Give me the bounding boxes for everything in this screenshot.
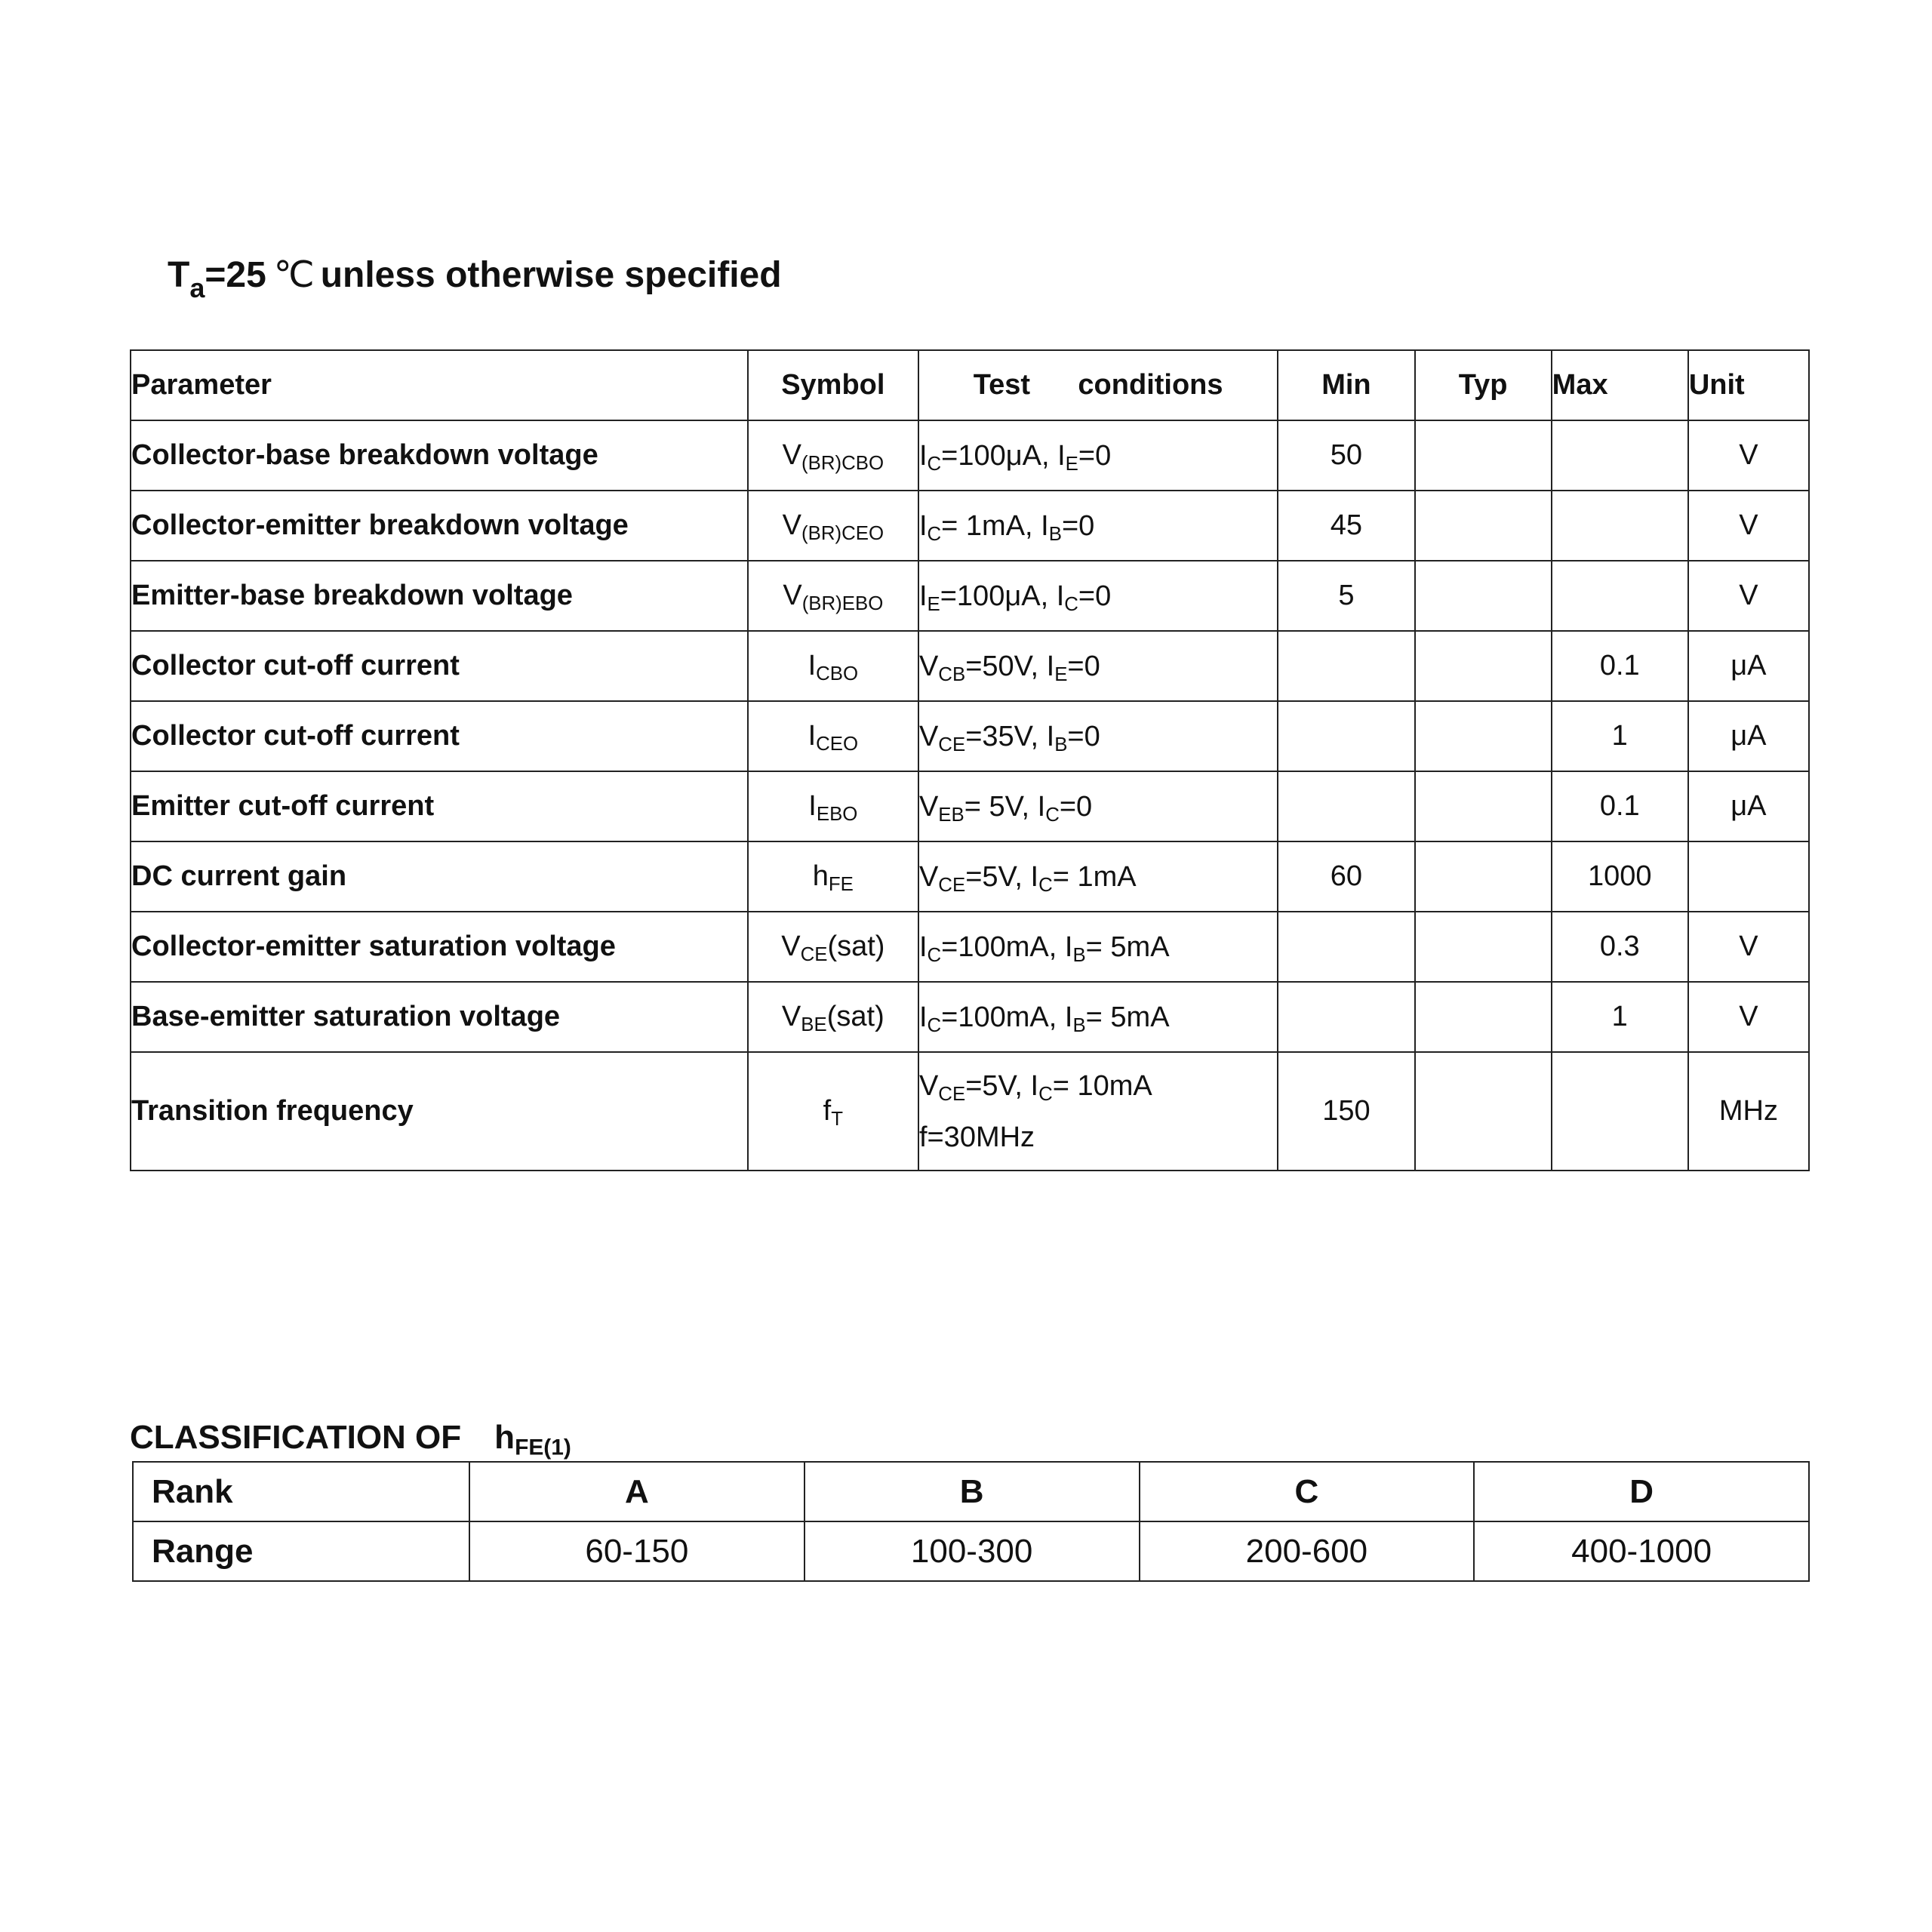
condition-sub: C [927,944,942,966]
min-cell: 45 [1278,491,1414,561]
condition-sub: C [1038,874,1053,896]
condition-var: I [1057,439,1066,472]
table-row [131,912,1809,982]
header-symbol: Symbol [748,350,918,420]
max-cell [1552,420,1688,491]
typ-cell [1415,771,1552,841]
condition-sub: EB [938,804,964,826]
typ-cell [1415,982,1552,1052]
symbol-sub: CEO [816,734,859,755]
max-cell [1552,561,1688,631]
test-conditions-cell [918,561,1278,631]
condition-value: =100mA, [941,931,1065,963]
condition-value: = 1mA [1052,860,1137,893]
condition-sub: E [1054,663,1068,685]
hfe-classification-table [132,1461,1810,1582]
rank-label: Rank [133,1462,469,1521]
table-row [131,1052,1809,1171]
unit-cell: μA [1688,701,1809,771]
condition-value: =35V, [965,720,1047,752]
condition-sub: C [1038,1083,1053,1105]
condition-sub: B [1072,944,1086,966]
test-conditions-cell [918,771,1278,841]
condition-var: I [1064,1001,1073,1033]
symbol-sub: (BR)CBO [801,453,884,475]
condition-var: I [1041,509,1049,542]
condition-var: I [1056,580,1065,612]
condition-sub: C [1064,593,1078,615]
condition-value: =5V, [965,1069,1031,1102]
condition-sub: B [1048,523,1062,545]
min-cell [1278,982,1414,1052]
condition-sub: CE [938,874,966,896]
min-cell [1278,701,1414,771]
electrical-characteristics-table [130,349,1810,1171]
hfe-sub: FE(1) [515,1435,571,1460]
unit-cell: MHz [1688,1052,1809,1171]
condition-value: =100μA, [940,580,1057,612]
condition-value: = 1mA, [941,509,1041,542]
condition-value: = 5V, [964,790,1038,823]
table-header-row [131,350,1809,420]
max-cell: 1000 [1552,841,1688,912]
unit-cell: V [1688,420,1809,491]
range-cell: 400-1000 [1474,1521,1809,1581]
condition-value: =100μA, [941,439,1058,472]
symbol-main: I [808,720,817,752]
test-conditions-cell [918,701,1278,771]
parameter-cell: Collector-emitter breakdown voltage [131,491,748,561]
range-cell: 200-600 [1140,1521,1475,1581]
typ-cell [1415,1052,1552,1171]
condition-var: I [918,439,928,472]
condition-value: =0 [1067,720,1100,752]
symbol-sub: BE [801,1014,827,1036]
test-condition-line [919,430,1277,481]
symbol-sub: (BR)CEO [801,523,884,545]
heading-text: unless otherwise specified [320,255,782,295]
symbol-sub: T [831,1109,843,1131]
test-condition-line [919,711,1277,762]
test-conditions-cell [918,841,1278,912]
parameter-cell: Collector cut-off current [131,631,748,701]
classification-hfe [494,1419,571,1460]
symbol-sub: (BR)EBO [801,593,884,615]
page-heading [168,254,782,303]
classification-title [130,1419,571,1460]
test-conditions-cell [918,1052,1278,1171]
test-condition-line [919,992,1277,1043]
condition-sub: C [927,523,942,545]
typ-cell [1415,912,1552,982]
min-cell: 60 [1278,841,1414,912]
symbol-tail: (sat) [827,931,885,962]
rank-cell: A [469,1462,804,1521]
header-unit: Unit [1688,350,1809,420]
condition-var: I [1064,931,1073,963]
header-parameter: Parameter [131,350,748,420]
parameter-cell: DC current gain [131,841,748,912]
max-cell [1552,1052,1688,1171]
condition-sub: E [927,593,940,615]
condition-sub: B [1072,1014,1086,1036]
test-condition-line [919,1060,1277,1112]
typ-cell [1415,420,1552,491]
max-cell: 0.1 [1552,631,1688,701]
symbol-cell [748,420,918,491]
condition-value: = 5mA [1085,931,1170,963]
condition-var: V [918,650,939,682]
symbol-main: V [783,580,802,611]
unit-cell [1688,841,1809,912]
header-max: Max [1552,350,1688,420]
condition-var: I [918,580,928,612]
condition-var: I [1046,650,1055,682]
header-min: Min [1278,350,1414,420]
table-row [131,982,1809,1052]
condition-value: =100mA, [941,1001,1065,1033]
parameter-cell: Collector cut-off current [131,701,748,771]
symbol-cell [748,841,918,912]
typ-cell [1415,491,1552,561]
min-cell [1278,912,1414,982]
typ-cell [1415,841,1552,912]
classification-title-text: CLASSIFICATION OF [130,1419,462,1456]
test-conditions-cell [918,912,1278,982]
max-cell: 1 [1552,701,1688,771]
symbol-cell [748,912,918,982]
parameter-cell: Collector-base breakdown voltage [131,420,748,491]
heading-t: T [168,255,190,295]
condition-value: =0 [1078,580,1112,612]
condition-var: I [918,509,928,542]
unit-cell: V [1688,912,1809,982]
range-cell: 60-150 [469,1521,804,1581]
range-cell: 100-300 [804,1521,1140,1581]
condition-value: = 5mA [1085,1001,1170,1033]
table-row [131,631,1809,701]
table-row [131,701,1809,771]
max-cell: 0.1 [1552,771,1688,841]
condition-sub: C [927,1014,942,1036]
symbol-main: V [781,1001,801,1032]
range-row [133,1521,1809,1581]
test-condition-line [919,641,1277,692]
rank-cell: C [1140,1462,1475,1521]
test-condition-line [919,851,1277,903]
symbol-cell [748,982,918,1052]
symbol-cell [748,701,918,771]
table-body [131,420,1809,1171]
max-cell [1552,491,1688,561]
symbol-main: V [782,439,801,471]
rank-cell: D [1474,1462,1809,1521]
parameter-cell: Base-emitter saturation voltage [131,982,748,1052]
symbol-cell [748,491,918,561]
condition-var: V [918,860,939,893]
symbol-cell [748,561,918,631]
condition-value: =0 [1061,509,1095,542]
condition-value: = 10mA [1052,1069,1152,1102]
condition-var: I [1030,1069,1039,1102]
table-row [131,771,1809,841]
unit-cell: V [1688,982,1809,1052]
condition-var: V [918,720,939,752]
test-conditions-cell [918,631,1278,701]
heading-eq: =25 [205,255,266,295]
condition-value: =50V, [965,650,1047,682]
condition-var: I [918,931,928,963]
min-cell [1278,631,1414,701]
test-condition-line [919,781,1277,832]
min-cell: 50 [1278,420,1414,491]
min-cell [1278,771,1414,841]
rank-row [133,1462,1809,1521]
table-row [131,420,1809,491]
max-cell: 1 [1552,982,1688,1052]
heading-t-sub: a [189,272,205,303]
test-conditions-cell [918,982,1278,1052]
symbol-tail: (sat) [826,1001,884,1032]
condition-value: =0 [1067,650,1100,682]
condition-sub: CE [938,734,966,755]
condition-var: V [918,1069,939,1102]
parameter-cell: Collector-emitter saturation voltage [131,912,748,982]
typ-cell [1415,701,1552,771]
symbol-sub: EBO [816,804,858,826]
condition-var: I [1046,720,1055,752]
symbol-cell [748,631,918,701]
condition-var: I [918,1001,928,1033]
condition-sub: B [1054,734,1068,755]
header-test-conditions: Test conditions [918,350,1278,420]
min-cell: 150 [1278,1052,1414,1171]
symbol-sub: CE [800,944,828,966]
condition-sub: CE [938,1083,966,1105]
symbol-main: V [781,931,801,962]
typ-cell [1415,631,1552,701]
test-condition-line [919,921,1277,973]
range-label: Range [133,1521,469,1581]
unit-cell: μA [1688,631,1809,701]
condition-value: =5V, [965,860,1031,893]
parameter-cell: Emitter-base breakdown voltage [131,561,748,631]
symbol-main: h [812,860,829,892]
table-row [131,841,1809,912]
min-cell: 5 [1278,561,1414,631]
condition-var: V [918,790,939,823]
unit-cell: μA [1688,771,1809,841]
condition-sub: E [1065,453,1078,475]
unit-cell: V [1688,491,1809,561]
unit-cell: V [1688,561,1809,631]
test-condition-line-2: f=30MHz [918,1121,1035,1153]
test-condition-line [919,500,1277,552]
symbol-cell [748,1052,918,1171]
condition-sub: C [927,453,942,475]
hfe-main: h [494,1419,515,1456]
table-row [131,561,1809,631]
condition-sub: CB [938,663,966,685]
typ-cell [1415,561,1552,631]
symbol-cell [748,771,918,841]
test-condition-line [919,571,1277,622]
symbol-sub: CBO [816,663,859,685]
symbol-main: I [808,650,817,681]
table-row [131,491,1809,561]
condition-var: I [1030,860,1039,893]
condition-sub: C [1045,804,1060,826]
symbol-main: f [823,1095,832,1127]
test-conditions-cell [918,491,1278,561]
parameter-cell: Transition frequency [131,1052,748,1171]
symbol-sub: FE [828,874,854,896]
symbol-main: I [808,790,817,822]
rank-cell: B [804,1462,1140,1521]
heading-degree: ℃ [273,255,315,295]
test-conditions-cell [918,420,1278,491]
max-cell: 0.3 [1552,912,1688,982]
condition-value: =0 [1078,439,1112,472]
parameter-cell: Emitter cut-off current [131,771,748,841]
condition-var: I [1037,790,1046,823]
symbol-main: V [782,509,801,541]
condition-value: =0 [1059,790,1093,823]
header-typ: Typ [1415,350,1552,420]
